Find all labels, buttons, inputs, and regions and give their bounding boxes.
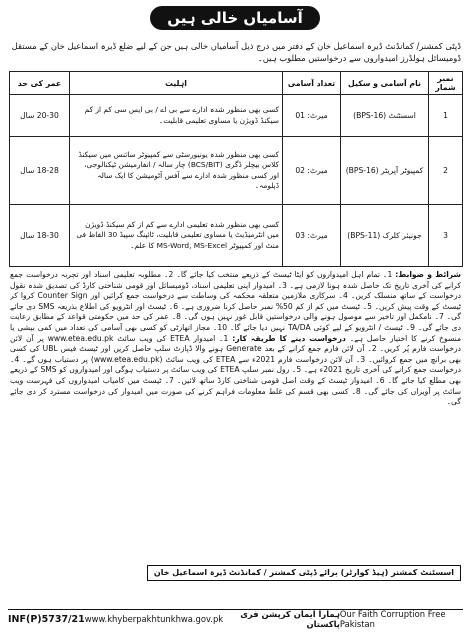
table-header-row — [10, 72, 463, 95]
slogan-english: Our Faith Corruption Free Pakistan — [339, 609, 446, 629]
terms-section — [10, 270, 461, 560]
page-title: آسامیاں خالی ہیں — [150, 6, 320, 30]
ad-reference-number: INF(P)5737/21 — [8, 613, 85, 625]
cell-qualification: کسی بھی منظور شدہ تعلیمی ادارے سے کم از کم سیکنڈ ڈویژن میں انٹرمیڈیٹ یا مساوی تعلیمی قابلیت، ٹائپنگ سپیڈ 30 الفاظ فی منٹ اور کمپیوٹر MS-Word, MS-Excel کا علم۔ — [70, 205, 283, 267]
cell-age: 20-30 سال — [10, 95, 70, 137]
signature-text: اسسٹنٹ کمشنر (ہیڈ کوارٹر) برائے ڈپٹی کمشنر / کمانڈنٹ ڈیرہ اسماعیل خان — [147, 565, 461, 581]
terms-body: 1۔ تمام اہل امیدواروں کو ایٹا ٹیسٹ کے ذریعے منتخب کیا جائے گا۔ 2۔ مطلوبہ تعلیمی اسناد اور تجربہ درخواست جمع کرانے کی آخری تاریخ تک حاصل شدہ ہونا لازمی ہے۔ 3۔ امیدوار اپنی تعلیمی اسناد، ڈومیسائل اور قومی شناختی کارڈ کی تصدیق شدہ نقول درخواست کے ساتھ منسلک کریں۔ 4۔ سرکاری ملازمین متعلقہ محکمہ کی وساطت سے درخواست جمع کرائیں اور Counter Sign کروا کر ٹیسٹ کے وقت پیش کریں۔ 5۔ ٹیسٹ میں کم از کم 50% نمبر حاصل کرنا ضروری ہے۔ 6۔ ٹیسٹ اور انٹرویو کی اطلاع بذریعہ SMS دی جائے گی۔ 7۔ نامکمل اور تاخیر سے موصول ہونے والی درخواستیں قابل غور نہیں ہوں گی۔ 8۔ عمر کی حد میں حکومتی قواعد کے مطابق رعایت دی جائے گی۔ 9۔ ٹیسٹ / انٹرویو کے لیے کوئی TA/DA نہیں دیا جائے گا۔ 10۔ مجاز اتھارٹی کو کسی بھی آسامی کی تعداد میں کمی بیشی یا منسوخ کرنے کا اختیار حاصل ہے۔ — [10, 270, 461, 343]
cell-post: کمپیوٹر آپریٹر (BPS-16) — [341, 137, 429, 205]
cell-count: میرٹ: 01 — [283, 95, 341, 137]
table-row — [10, 95, 463, 137]
cell-count: میرٹ: 03 — [283, 205, 341, 267]
apply-body: 1۔ امیدوار ETEA کی ویب سائٹ www.etea.edu.pk پر آن لائن درخواست فارم پُر کریں۔ 2۔ آن لائن فارم جمع کرانے کے بعد Generate ہونے والا ڈپازٹ سلپ حاصل کریں اور ٹیسٹ فیس UBL کی کسی بھی برانچ میں جمع کروائیں۔ 3۔ آن لائن درخواست فارم 2021ء سے ETEA کی ویب سائٹ (www.etea.edu.pk) پر دستیاب ہوں گے۔ 4۔ درخواست جمع کرانے کی آخری تاریخ 2021ء ہے۔ 5۔ رول نمبر سلپ ETEA کی ویب سائٹ پر دستیاب ہوگی اور امیدواروں کو SMS کے ذریعے بھی مطلع کیا جائے گا۔ 6۔ امیدوار ٹیسٹ کے وقت اصل قومی شناختی کارڈ ساتھ لائیں۔ 7۔ ٹیسٹ میں کامیاب امیدواروں کی فہرست ویب سائٹ پر آویزاں کی جائے گی۔ 8۔ کسی بھی قسم کی غلط معلومات فراہم کرنے کی صورت میں امیدوار کی درخواست مسترد کر دی جائے گی۔ — [10, 333, 461, 407]
apply-heading: درخواست دینے کا طریقہ کار: — [232, 333, 346, 343]
signature-block — [10, 565, 461, 593]
vacancies-table — [9, 71, 463, 267]
header-post: نام آسامی و سکیل — [341, 72, 429, 95]
terms-heading: شرائط و ضوابط: — [395, 270, 461, 279]
cell-post: جونیئر کلرک (BPS-11) — [341, 205, 429, 267]
cell-serial: 3 — [429, 205, 463, 267]
slogan-urdu: ہمارا ایمان کرپشن فری پاکستان — [240, 609, 340, 629]
cell-age: 18-30 سال — [10, 205, 70, 267]
cell-serial: 2 — [429, 137, 463, 205]
header-serial: نمبر شمار — [429, 72, 463, 95]
cell-serial: 1 — [429, 95, 463, 137]
cell-qualification: کسی بھی منظور شدہ ادارے سے بی اے / بی ایس سی کم از کم سیکنڈ ڈویژن یا مساوی تعلیمی قابلیت۔ — [70, 95, 283, 137]
cell-count: میرٹ: 02 — [283, 137, 341, 205]
cell-post: اسسٹنٹ (BPS-16) — [341, 95, 429, 137]
table-row — [10, 137, 463, 205]
intro-paragraph: ڈپٹی کمشنر/ کمانڈنٹ ڈیرہ اسماعیل خان کے دفتر میں درج ذیل آسامیاں خالی ہیں جن کے لیے ضلع ڈیرہ اسماعیل خان کے مستقل ڈومیسائل ہولڈرز امیدواروں سے درخواستیں مطلوب ہیں۔ — [11, 41, 461, 63]
cell-age: 18-28 سال — [10, 137, 70, 205]
website-link[interactable]: www.khyberpakhtunkhwa.gov.pk — [84, 614, 224, 624]
cell-qualification: کسی بھی منظور شدہ یونیورسٹی سے کمپیوٹر سائنس میں سیکنڈ کلاس بیچلر ڈگری (BCS/BIT) چار سالہ / انفارمیشن ٹیکنالوجی، اور کسی منظور شدہ ادارے سے آفس آٹومیشن کا ایک سالہ ڈپلومہ۔ — [70, 137, 283, 205]
header-age: عمر کی حد — [10, 72, 70, 95]
footer-bar — [8, 609, 463, 628]
header-count: تعداد آسامی — [283, 72, 341, 95]
table-row — [10, 205, 463, 267]
header-qualification: اہلیت — [70, 72, 283, 95]
